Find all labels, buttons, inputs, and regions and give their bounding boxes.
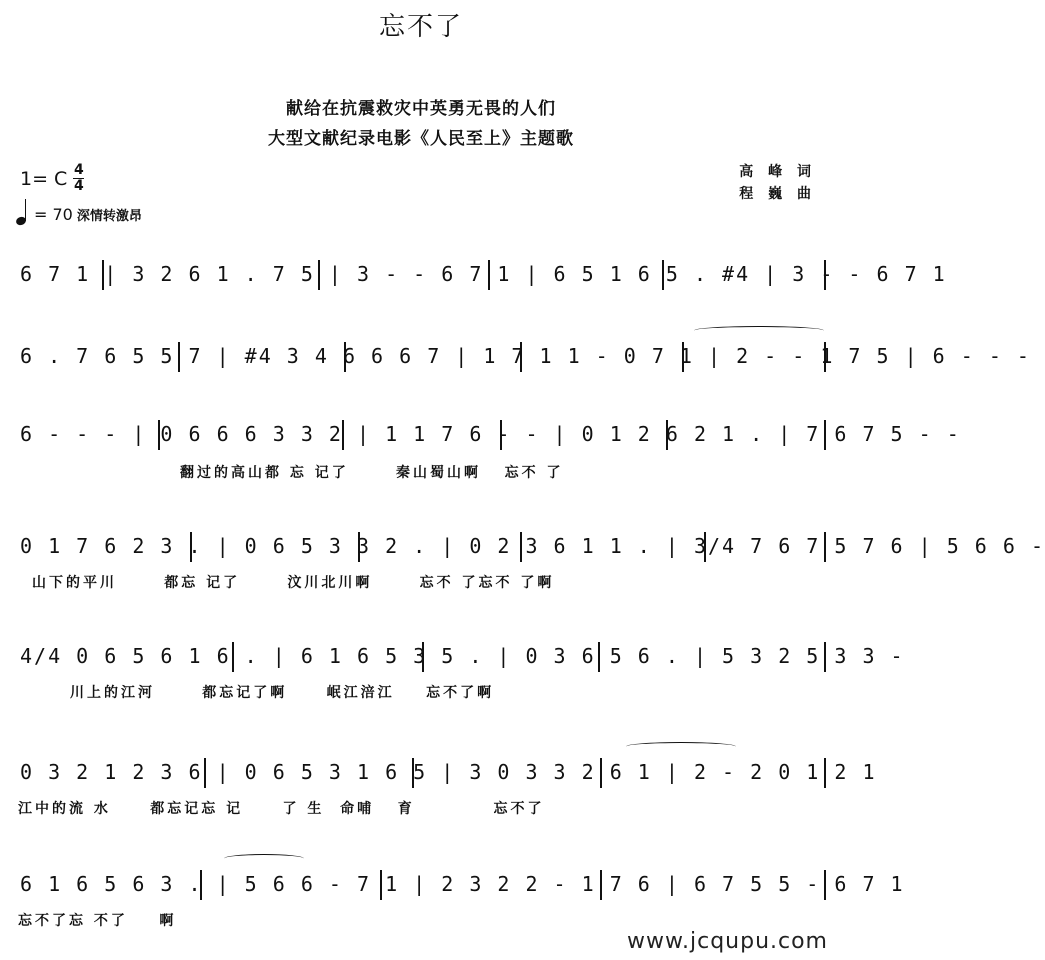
key-label: 1= C <box>20 167 68 190</box>
lyrics-line-6: 江中的流 水 都忘记忘 记 了 生 命哺 育 忘不了 <box>18 801 545 817</box>
time-signature <box>73 163 84 194</box>
tie-mark <box>224 854 304 863</box>
notation-line: 6 . 7 6 5 5 7 | #4 3 4 6 6 6 7 | 1 7 1 1 - 0 7 1 | 2 - - 1 7 5 | 6 - - - <box>20 344 1031 368</box>
song-title: 忘不了 <box>378 12 463 42</box>
score-line-3 <box>14 414 961 454</box>
score-line-7 <box>14 864 905 904</box>
lyrics-line-5: 川上的江河 都忘记了啊 岷江涪江 忘不了啊 <box>70 685 495 701</box>
key-signature <box>20 163 84 194</box>
score-line-1 <box>14 254 947 294</box>
tempo-value: = 70 <box>34 204 73 224</box>
tempo-marking <box>16 203 142 225</box>
dedication-line: 献给在抗震救灾中英勇无畏的人们 <box>286 99 556 119</box>
credits <box>696 161 816 205</box>
time-signature-bottom: 4 <box>73 178 84 194</box>
notation-line: 6 1 6 5 6 3 . | 5 6 6 - 7 1 | 2 3 2 2 - 1 7 6 | 6 7 5 5 - 6 7 1 <box>20 872 905 896</box>
notation-line: 6 - - - | 0 6 6 6 3 3 2 | 1 1 7 6 - - | 0 1 2 6 2 1 . | 7 6 7 5 - - <box>20 422 961 446</box>
score-line-5 <box>14 636 905 676</box>
notation-line: 4/4 0 6 5 6 1 6 . | 6 1 6 5 3 5 . | 0 3 6 5 6 . | 5 3 2 5 3 3 - <box>20 644 905 668</box>
notation-line: 0 1 7 6 2 3 . | 0 6 5 3 3 2 . | 0 2 3 6 1 1 . | 3/4 7 6 7 5 7 6 | 5 6 6 - <box>20 534 1045 558</box>
time-signature-top: 4 <box>73 162 84 178</box>
score-line-4 <box>14 526 1045 566</box>
tie-mark <box>694 326 824 335</box>
lyrics-line-4: 山下的平川 都忘 记了 汶川北川啊 忘不 了忘不 了啊 <box>32 575 555 591</box>
score-line-6 <box>14 752 877 792</box>
lyrics-line-7: 忘不了忘 不了 啊 <box>18 913 177 929</box>
composer-credit: 程 巍 曲 <box>739 186 816 202</box>
notation-line: 0 3 2 1 2 3 6 | 0 6 5 3 1 6 5 | 3 0 3 3 2 6 1 | 2 - 2 0 1 2 1 <box>20 760 877 784</box>
lyrics-line-3: 翻过的高山都 忘 记了 秦山蜀山啊 忘不 了 <box>180 465 564 481</box>
lyricist-credit: 高 峰 词 <box>739 164 816 180</box>
film-theme-line: 大型文献纪录电影《人民至上》主题歌 <box>268 129 574 149</box>
tempo-expression: 深情转激昂 <box>76 208 142 224</box>
site-watermark: www.jcqupu.com <box>627 929 828 954</box>
tie-mark <box>626 742 736 751</box>
notation-line: 6 7 1 | 3 2 6 1 . 7 5 | 3 - - 6 7 1 | 6 5 1 6 5 . #4 | 3 - - 6 7 1 <box>20 262 947 286</box>
score-line-2 <box>14 336 1031 376</box>
